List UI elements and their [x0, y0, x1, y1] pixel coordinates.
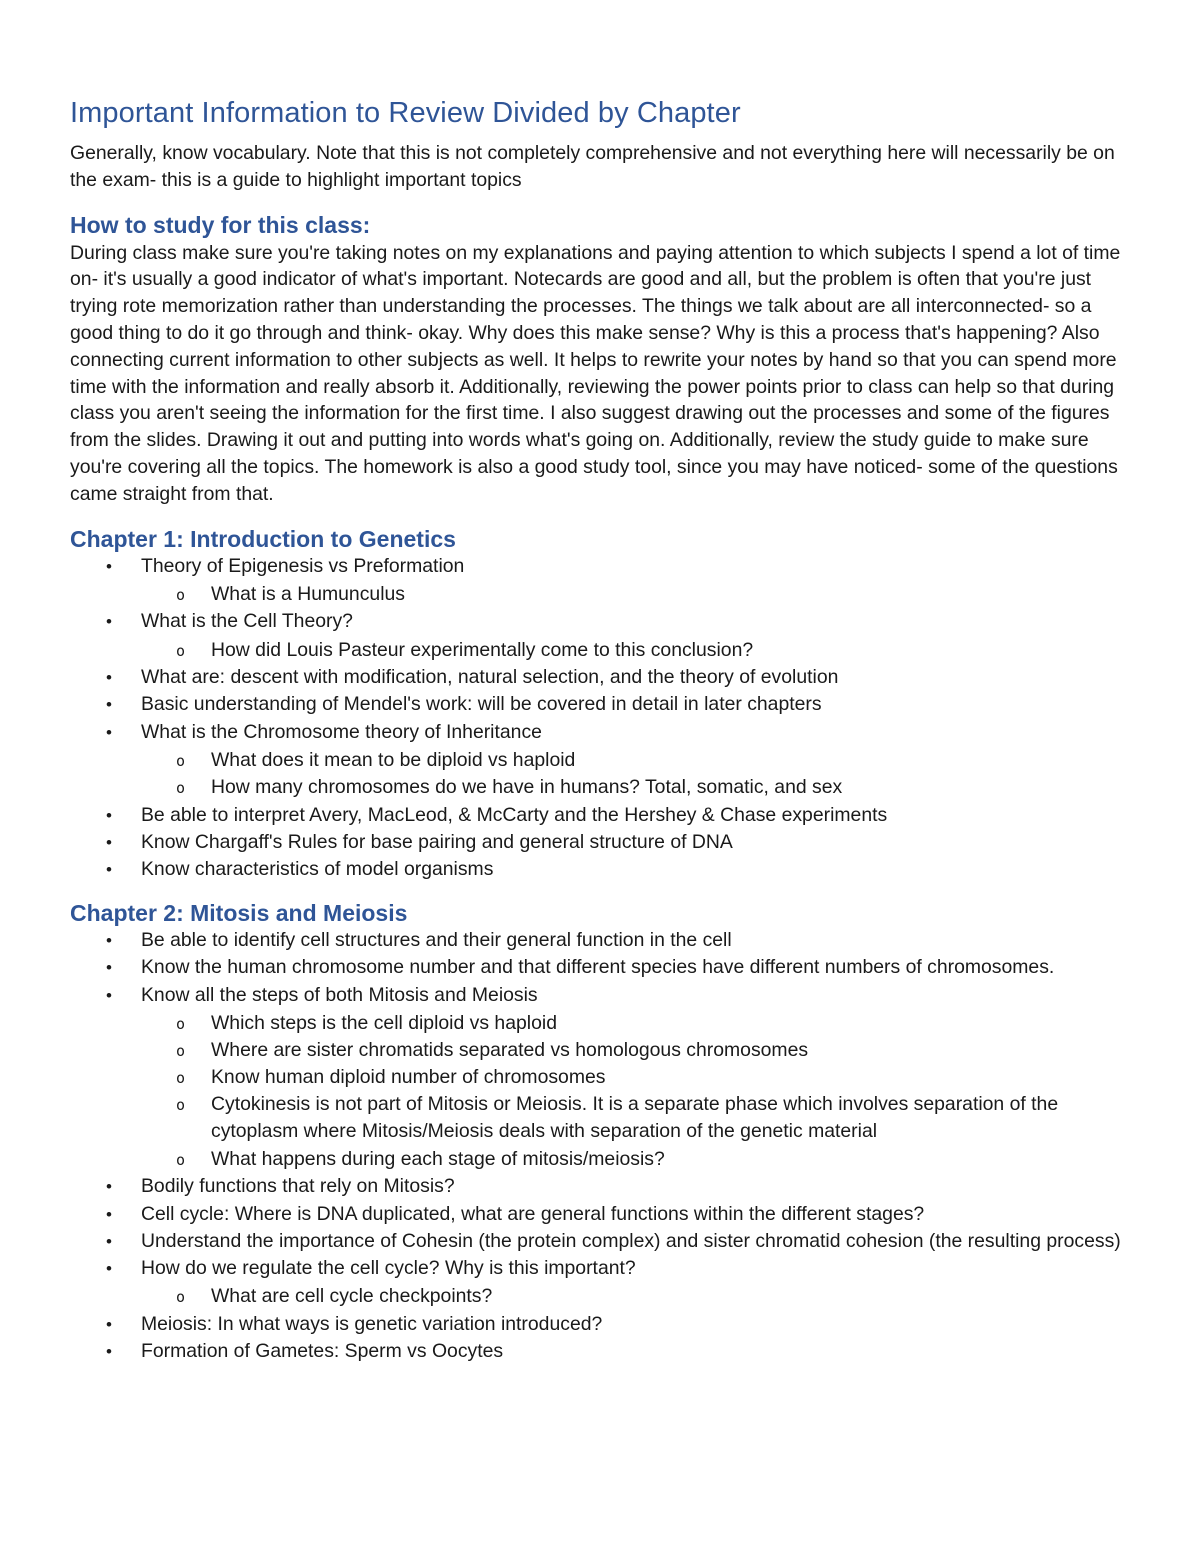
sub-list-item	[70, 1283, 1130, 1310]
sub-list-container	[70, 581, 1130, 608]
sub-list-item	[70, 1091, 1130, 1145]
sub-list-item-text: Cytokinesis is not part of Mitosis or Meiosis. It is a separate phase which involves separation of the cytoplasm where Mitosis/Meiosis deals with separation of the genetic material	[211, 1093, 1059, 1143]
sub-list-item	[70, 747, 1130, 774]
bullet-icon: •	[106, 1204, 112, 1224]
sub-list-container	[70, 637, 1130, 664]
bullet-icon: •	[106, 612, 112, 632]
sub-list-container	[70, 1010, 1130, 1173]
study-section	[70, 210, 1130, 508]
list-item	[70, 1339, 1130, 1365]
sub-list-item-text: Know human diploid number of chromosomes	[211, 1066, 606, 1088]
sub-list-item-text: How many chromosomes do we have in humans? Total, somatic, and sex	[211, 775, 843, 798]
sub-bullet-icon: o	[176, 1069, 186, 1087]
list-item-text: Meiosis: In what ways is genetic variation introduced?	[141, 1312, 603, 1335]
list-item	[70, 803, 1130, 829]
list-item-text: How do we regulate the cell cycle? Why is this important?	[141, 1256, 636, 1279]
list-item	[70, 830, 1130, 856]
bullet-icon: •	[106, 695, 112, 715]
bullet-icon: •	[106, 668, 112, 688]
list-item	[70, 1174, 1130, 1200]
sub-bullet-icon: o	[176, 1150, 186, 1169]
bullet-icon: •	[106, 958, 112, 978]
sub-bullet-icon: o	[176, 1041, 186, 1060]
list-item	[70, 857, 1130, 883]
list-item-text: Be able to interpret Avery, MacLeod, & McCarty and the Hershey & Chase experiments	[141, 803, 888, 826]
bullet-icon: •	[106, 985, 112, 1005]
list-item	[70, 692, 1130, 718]
study-paragraph: During class make sure you're taking notes on my explanations and paying attention to which subjects I spend a lot of time on- it's usually a good indicator of what's important. Notecards are good and all, but the problem is often that you're just trying rote memorization rather than understanding the processes. The things we talk about are all interconnected- so a good thing to do it go through and think- okay. Why does this make sense? Why is this a process that's happening? Also connecting current information to other subjects as well. It helps to rewrite your notes by hand so that you can spend more time with the information and really absorb it. Additionally, reviewing the power points prior to class can help so that during class you aren't seeing the information for the first time. I also suggest drawing out the processes and some of the figures from the slides. Drawing it out and putting into words what's going on. Additionally, review the study guide to make sure you're covering all the topics. The homework is also a good study tool, since you may have noticed- some of the questions came straight from that.	[70, 241, 1121, 505]
sub-bullet-icon: o	[176, 1096, 186, 1115]
sub-bullet-icon: o	[176, 751, 186, 770]
bullet-icon: •	[106, 805, 112, 825]
bullet-icon: •	[106, 722, 112, 742]
sub-list-item-text: What happens during each stage of mitosis/meiosis?	[211, 1147, 665, 1170]
sub-list-item-text: What are cell cycle checkpoints?	[211, 1284, 493, 1307]
bullet-icon: •	[106, 1231, 112, 1251]
sub-bullet-icon: o	[176, 1287, 186, 1306]
sub-list-item-text: Which steps is the cell diploid vs haploid	[211, 1011, 557, 1034]
list-item-text: What is the Chromosome theory of Inheritance	[141, 720, 542, 743]
list-item-text: Cell cycle: Where is DNA duplicated, what are general functions within the different stages?	[141, 1202, 925, 1225]
list-item	[70, 1229, 1130, 1255]
sub-list-container	[70, 747, 1130, 801]
study-heading: How to study for this class:	[70, 211, 371, 238]
page-title: Important Information to Review Divided by Chapter	[70, 97, 741, 129]
chapter-1-section	[70, 524, 1130, 883]
list-item	[70, 665, 1130, 691]
list-item-text: Basic understanding of Mendel's work: will be covered in detail in later chapters	[141, 693, 822, 716]
sub-list-item	[70, 774, 1130, 801]
intro-paragraph: Generally, know vocabulary. Note that this is not completely comprehensive and not everything here will necessarily be on the exam- this is a guide to highlight important topics	[70, 142, 1115, 191]
list-item-text: Bodily functions that rely on Mitosis?	[141, 1175, 455, 1198]
list-item-text: Know characteristics of model organisms	[141, 857, 494, 880]
bullet-icon: •	[106, 1258, 112, 1278]
sub-list	[141, 1283, 1130, 1310]
list-item	[70, 983, 1130, 1009]
list-item	[70, 1256, 1130, 1282]
chapter-2-section	[70, 898, 1130, 1364]
chapter-2-list	[70, 928, 1130, 1364]
list-item-text: Theory of Epigenesis vs Preformation	[141, 554, 465, 577]
sub-list-item-text: How did Louis Pasteur experimentally come to this conclusion?	[211, 638, 754, 661]
sub-list	[141, 747, 1130, 801]
sub-list-item	[70, 1146, 1130, 1173]
list-item	[70, 928, 1130, 954]
sub-bullet-icon: o	[176, 778, 186, 797]
sub-bullet-icon: o	[176, 641, 186, 660]
list-item-text: What is the Cell Theory?	[141, 610, 353, 633]
list-item	[70, 720, 1130, 746]
list-item-text: What are: descent with modification, natural selection, and the theory of evolution	[141, 666, 839, 689]
sub-list-container	[70, 1283, 1130, 1310]
sub-list	[141, 581, 1130, 608]
sub-list-item	[70, 581, 1130, 608]
sub-list	[141, 1010, 1130, 1173]
list-item	[70, 554, 1130, 580]
bullet-icon: •	[106, 556, 112, 576]
list-item-text: Know the human chromosome number and that different species have different numbers of chromosomes.	[141, 956, 1055, 979]
chapter-1-heading: Chapter 1: Introduction to Genetics	[70, 525, 456, 552]
list-item-text: Know Chargaff's Rules for base pairing and general structure of DNA	[141, 830, 733, 853]
list-item-text: Understand the importance of Cohesin (the protein complex) and sister chromatid cohesion (the resulting process)	[141, 1229, 1121, 1252]
list-item-text: Know all the steps of both Mitosis and Meiosis	[141, 983, 538, 1006]
chapter-2-heading: Chapter 2: Mitosis and Meiosis	[70, 900, 408, 927]
sub-list-item	[70, 1064, 1130, 1091]
sub-list-item-text: What does it mean to be diploid vs haploid	[211, 748, 576, 771]
document-page	[70, 96, 1130, 1366]
sub-bullet-icon: o	[176, 1014, 186, 1033]
sub-list-item	[70, 1037, 1130, 1064]
sub-bullet-icon: o	[176, 585, 186, 604]
sub-list	[141, 637, 1130, 664]
sub-list-item	[70, 1010, 1130, 1037]
sub-list-item-text: Where are sister chromatids separated vs homologous chromosomes	[211, 1038, 809, 1061]
list-item	[70, 955, 1130, 981]
sub-list-item-text: What is a Humunculus	[211, 582, 405, 605]
bullet-icon: •	[106, 1314, 112, 1334]
bullet-icon: •	[106, 859, 112, 879]
bullet-icon: •	[106, 832, 112, 852]
list-item-text: Be able to identify cell structures and their general function in the cell	[141, 929, 732, 952]
chapter-1-list	[70, 554, 1130, 883]
list-item-text: Formation of Gametes: Sperm vs Oocytes	[141, 1339, 504, 1362]
bullet-icon: •	[106, 1341, 112, 1361]
sub-list-item	[70, 637, 1130, 664]
list-item	[70, 1202, 1130, 1228]
bullet-icon: •	[106, 931, 112, 951]
list-item	[70, 609, 1130, 635]
list-item	[70, 1312, 1130, 1338]
bullet-icon: •	[106, 1177, 112, 1197]
